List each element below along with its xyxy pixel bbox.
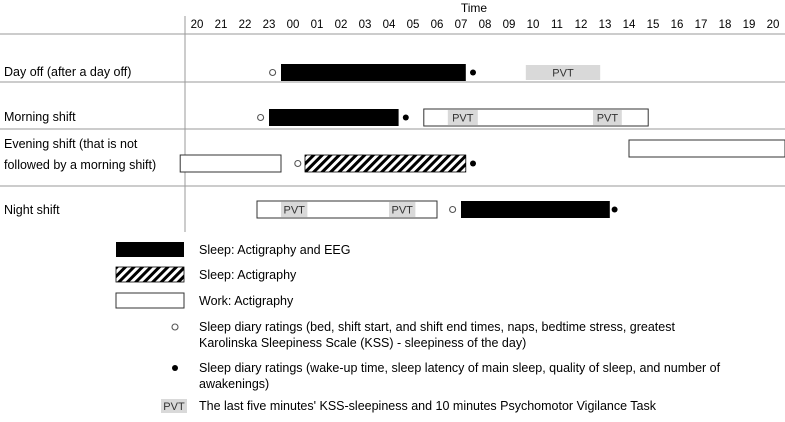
hour-label: 12 <box>574 19 588 31</box>
open-circle-marker <box>450 207 456 213</box>
hour-label: 05 <box>406 19 420 31</box>
hour-label: 03 <box>358 19 372 31</box>
open-circle-marker <box>270 70 276 76</box>
legend-text: Sleep diary ratings (bed, shift start, and shift end times, naps, bedtime stress, greatest <box>199 320 675 334</box>
hour-label: 06 <box>430 19 444 31</box>
sleep-actigraphy-bar <box>305 155 466 172</box>
sleep-eeg-bar <box>281 64 466 81</box>
legend-text: The last five minutes' KSS-sleepiness and 10 minutes Psychomotor Vigilance Task <box>199 399 657 413</box>
hour-label: 02 <box>334 19 348 31</box>
filled-circle-marker <box>403 115 409 121</box>
legend-open-circle <box>172 324 178 330</box>
legend-text: Sleep diary ratings (wake-up time, sleep latency of main sleep, quality of sleep, and number of <box>199 361 721 375</box>
work-bar <box>180 155 281 172</box>
legend-filled-circle <box>172 365 178 371</box>
filled-circle-marker <box>612 207 618 213</box>
row-labels <box>4 65 156 217</box>
pvt-label: PVT <box>452 112 474 125</box>
row-label: Morning shift <box>4 110 76 124</box>
hour-label: 16 <box>670 19 684 31</box>
hour-label: 14 <box>622 19 636 31</box>
legend-text: Sleep: Actigraphy <box>199 268 297 282</box>
open-circle-marker <box>258 115 264 121</box>
pvt-label: PVT <box>596 112 619 125</box>
legend-text: Work: Actigraphy <box>199 294 294 308</box>
hour-label: 20 <box>766 19 780 31</box>
hour-label: 00 <box>286 19 300 31</box>
timeline-marks <box>180 64 785 218</box>
hour-label: 21 <box>214 19 228 31</box>
hour-label: 10 <box>526 19 540 31</box>
hour-label: 09 <box>502 19 516 31</box>
hour-label: 07 <box>454 19 468 31</box>
hour-label: 15 <box>646 19 660 31</box>
hour-label: 19 <box>742 19 756 31</box>
hour-label: 08 <box>478 19 492 31</box>
legend-text: Karolinska Sleepiness Scale (KSS) - sleepiness of the day) <box>199 336 527 350</box>
hour-label: 23 <box>262 19 276 31</box>
filled-circle-marker <box>470 70 476 76</box>
axis-title: Time <box>460 1 488 15</box>
work-bar <box>629 140 785 157</box>
hour-label: 01 <box>310 19 324 31</box>
legend-text: awakenings) <box>199 377 270 391</box>
pvt-label: PVT <box>391 204 413 217</box>
legend <box>116 242 721 413</box>
legend-work-swatch <box>116 293 184 308</box>
hour-label: 04 <box>382 19 396 31</box>
open-circle-marker <box>295 161 301 167</box>
legend-sleep-eeg-swatch <box>116 242 184 257</box>
hour-label: 13 <box>598 19 612 31</box>
filled-circle-marker <box>470 161 476 167</box>
sleep-eeg-bar <box>269 109 399 126</box>
pvt-label: PVT <box>283 204 305 217</box>
row-label: Evening shift (that is not <box>4 137 138 151</box>
legend-text: Sleep: Actigraphy and EEG <box>199 243 351 257</box>
hour-labels <box>191 19 780 31</box>
hour-label: 11 <box>551 19 563 31</box>
hour-label: 22 <box>238 19 252 31</box>
pvt-label: PVT <box>552 67 574 80</box>
hour-label: 18 <box>718 19 732 31</box>
hour-label: 20 <box>190 19 204 31</box>
legend-sleep-actigraphy-swatch <box>116 267 184 282</box>
row-label: Night shift <box>4 203 60 217</box>
sleep-eeg-bar <box>461 201 610 218</box>
legend-pvt-label: PVT <box>163 401 185 413</box>
row-label: Day off (after a day off) <box>4 65 132 79</box>
hour-label: 17 <box>694 19 708 31</box>
row-label: followed by a morning shift) <box>4 158 157 172</box>
